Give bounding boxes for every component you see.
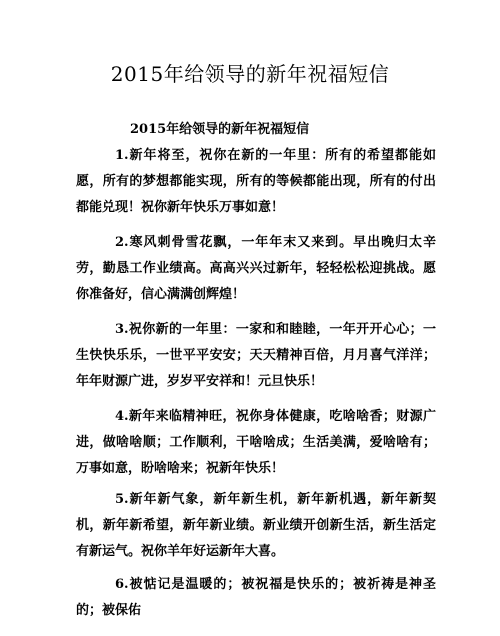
- paragraph-1: 1.新年将至，祝你在新的一年里：所有的希望都能如愿，所有的梦想都能实现，所有的等候都能出现，所有的付出都能兑现！祝你新年快乐万事如意！: [76, 148, 436, 215]
- paragraph-3: 3.祝你新的一年里：一家和和睦睦，一年开开心心；一生快快乐乐，一世平平安安；天天精神百倍，月月喜气洋洋；年年财源广进，岁岁平安祥和！元旦快乐！: [76, 322, 436, 389]
- paragraph-5: 5.新年新气象，新年新生机，新年新机遇，新年新契机，新年新希望，新年新业绩。新业绩开创新生活，新生活定有新运气。祝你羊年好运新年大喜。: [76, 492, 436, 559]
- document-subtitle: 2015年给领导的新年祝福短信: [130, 122, 310, 137]
- paragraph-4: 4.新年来临精神旺，祝你身体健康，吃啥啥香；财源广进，做啥啥顺；工作顺利，干啥啥成；生活美满，爱啥啥有；万事如意，盼啥啥来；祝新年快乐！: [76, 409, 436, 476]
- paragraph-6: 6.被惦记是温暖的；被祝福是快乐的；被祈祷是神圣的；被保佑: [76, 577, 436, 618]
- document-title: 2015年给领导的新年祝福短信: [110, 62, 390, 86]
- paragraph-2: 2.寒风刺骨雪花飘，一年年末又来到。早出晚归太辛劳，勤恳工作业绩高。高高兴兴过新年，轻轻松松迎挑战。愿你准备好，信心满满创辉煌！: [76, 235, 436, 302]
